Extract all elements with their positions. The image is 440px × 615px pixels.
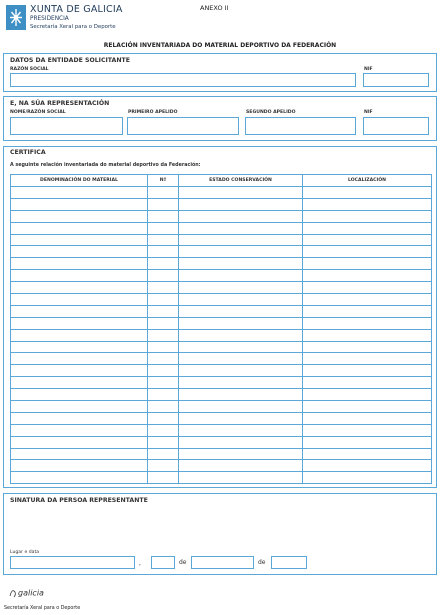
condition-cell[interactable] [179,317,303,329]
column-header-location: LOCALIZACIÓN [303,175,432,187]
column-header-material: DENOMINACIÓN DO MATERIAL [11,175,148,187]
number-cell[interactable] [148,329,179,341]
location-cell[interactable] [303,424,432,436]
condition-cell[interactable] [179,436,303,448]
location-cell[interactable] [303,412,432,424]
place-field[interactable] [10,556,135,569]
de-label-1: de [179,559,187,566]
location-cell[interactable] [303,353,432,365]
condition-cell[interactable] [179,187,303,199]
number-cell[interactable] [148,365,179,377]
condition-cell[interactable] [179,472,303,484]
number-cell[interactable] [148,270,179,282]
material-cell[interactable] [11,187,148,199]
table-row [11,234,432,246]
annex-label: ANEXO II [200,4,229,12]
table-row [11,365,432,377]
condition-cell[interactable] [179,198,303,210]
table-row [11,353,432,365]
condition-cell[interactable] [179,222,303,234]
condition-cell[interactable] [179,270,303,282]
condition-cell[interactable] [179,448,303,460]
table-row [11,258,432,270]
number-cell[interactable] [148,448,179,460]
number-cell[interactable] [148,234,179,246]
representative-section-title: E, NA SÚA REPRESENTACIÓN [10,100,110,107]
number-cell[interactable] [148,187,179,199]
place-date-label: Lugar e data [10,550,40,555]
location-cell[interactable] [303,282,432,294]
condition-cell[interactable] [179,424,303,436]
number-cell[interactable] [148,377,179,389]
number-cell[interactable] [148,389,179,401]
number-cell[interactable] [148,294,179,306]
condition-cell[interactable] [179,353,303,365]
material-table-body [11,187,432,484]
entity-nif-field[interactable] [363,73,429,87]
material-cell[interactable] [11,246,148,258]
condition-cell[interactable] [179,329,303,341]
galicia-logo-text: galicia [18,588,44,598]
location-cell[interactable] [303,377,432,389]
representative-name-label: NOME/RAZÓN SOCIAL [10,110,66,115]
material-cell[interactable] [11,389,148,401]
material-cell[interactable] [11,329,148,341]
table-row [11,246,432,258]
location-cell[interactable] [303,365,432,377]
number-cell[interactable] [148,222,179,234]
material-cell[interactable] [11,424,148,436]
material-cell[interactable] [11,448,148,460]
number-cell[interactable] [148,341,179,353]
location-cell[interactable] [303,329,432,341]
location-cell[interactable] [303,472,432,484]
condition-cell[interactable] [179,305,303,317]
condition-cell[interactable] [179,365,303,377]
entity-name-field[interactable] [10,73,356,87]
location-cell[interactable] [303,234,432,246]
table-row [11,305,432,317]
first-surname-label: PRIMEIRO APELIDO [128,110,178,115]
material-table-header [11,175,432,187]
number-cell[interactable] [148,353,179,365]
location-cell[interactable] [303,305,432,317]
table-row [11,377,432,389]
material-cell[interactable] [11,234,148,246]
material-cell[interactable] [11,258,148,270]
material-cell[interactable] [11,377,148,389]
table-row [11,389,432,401]
footer-text: Secretaría Xeral para o Deporte [4,606,81,611]
number-cell[interactable] [148,258,179,270]
first-surname-field[interactable] [127,117,239,135]
table-row [11,282,432,294]
location-cell[interactable] [303,258,432,270]
table-row [11,329,432,341]
number-cell[interactable] [148,305,179,317]
number-cell[interactable] [148,210,179,222]
table-row [11,424,432,436]
number-cell[interactable] [148,472,179,484]
material-cell[interactable] [11,365,148,377]
certify-intro-text: A seguinte relación inventariada do material deportivo da Federación: [10,163,201,168]
location-cell[interactable] [303,317,432,329]
location-cell[interactable] [303,210,432,222]
table-row [11,222,432,234]
subdepartment-name: Secretaría Xeral para o Deporte [30,24,116,30]
column-header-number: Nº [148,175,179,187]
material-cell[interactable] [11,436,148,448]
month-field[interactable] [191,556,254,569]
year-field[interactable] [271,556,307,569]
material-cell[interactable] [11,317,148,329]
document-title: RELACIÓN INVENTARIADA DO MATERIAL DEPORTIVO DA FEDERACIÓN [103,42,337,49]
de-label-2: de [258,559,266,566]
location-cell[interactable] [303,294,432,306]
table-row [11,317,432,329]
material-cell[interactable] [11,222,148,234]
entity-name-label: RAZÓN SOCIAL [10,67,49,72]
location-cell[interactable] [303,436,432,448]
material-cell[interactable] [11,341,148,353]
material-table [10,174,432,484]
location-cell[interactable] [303,341,432,353]
condition-cell[interactable] [179,234,303,246]
condition-cell[interactable] [179,282,303,294]
department-name: PRESIDENCIA [30,16,69,22]
condition-cell[interactable] [179,460,303,472]
table-row [11,198,432,210]
number-cell[interactable] [148,436,179,448]
second-surname-field[interactable] [245,117,356,135]
location-cell[interactable] [303,222,432,234]
table-row [11,401,432,413]
table-row [11,270,432,282]
material-cell[interactable] [11,270,148,282]
material-cell[interactable] [11,294,148,306]
representative-nif-label: NIF [364,110,373,115]
location-cell[interactable] [303,448,432,460]
condition-cell[interactable] [179,412,303,424]
representative-nif-field[interactable] [363,117,429,135]
material-cell[interactable] [11,353,148,365]
material-cell[interactable] [11,472,148,484]
table-row [11,341,432,353]
signature-section-title: SINATURA DA PERSOA REPRESENTANTE [10,497,148,504]
material-cell[interactable] [11,305,148,317]
table-row [11,448,432,460]
condition-cell[interactable] [179,389,303,401]
location-cell[interactable] [303,389,432,401]
material-cell[interactable] [11,401,148,413]
location-cell[interactable] [303,401,432,413]
day-field[interactable] [151,556,175,569]
number-cell[interactable] [148,246,179,258]
material-cell[interactable] [11,210,148,222]
table-row [11,412,432,424]
column-header-condition: ESTADO CONSERVACIÓN [179,175,303,187]
material-cell[interactable] [11,460,148,472]
condition-cell[interactable] [179,294,303,306]
table-row [11,436,432,448]
location-cell[interactable] [303,198,432,210]
table-row [11,472,432,484]
table-row [11,294,432,306]
second-surname-label: SEGUNDO APELIDO [246,110,296,115]
certify-section-title: CERTIFICA [10,149,46,156]
number-cell[interactable] [148,401,179,413]
number-cell[interactable] [148,317,179,329]
brand-name: XUNTA DE GALICIA [30,4,123,15]
location-cell[interactable] [303,187,432,199]
location-cell[interactable] [303,246,432,258]
number-cell[interactable] [148,460,179,472]
table-row [11,210,432,222]
number-cell[interactable] [148,198,179,210]
condition-cell[interactable] [179,246,303,258]
material-cell[interactable] [11,198,148,210]
material-cell[interactable] [11,412,148,424]
number-cell[interactable] [148,424,179,436]
entity-section-title: DATOS DA ENTIDADE SOLICITANTE [10,57,130,64]
condition-cell[interactable] [179,401,303,413]
material-cell[interactable] [11,282,148,294]
condition-cell[interactable] [179,341,303,353]
table-row [11,187,432,199]
condition-cell[interactable] [179,377,303,389]
condition-cell[interactable] [179,210,303,222]
table-row [11,460,432,472]
place-comma: , [139,560,141,567]
entity-nif-label: NIF [364,67,373,72]
number-cell[interactable] [148,412,179,424]
location-cell[interactable] [303,270,432,282]
galicia-logo-icon [8,584,54,597]
number-cell[interactable] [148,282,179,294]
condition-cell[interactable] [179,258,303,270]
xunta-logo-icon [6,5,26,30]
representative-name-field[interactable] [10,117,123,135]
location-cell[interactable] [303,460,432,472]
